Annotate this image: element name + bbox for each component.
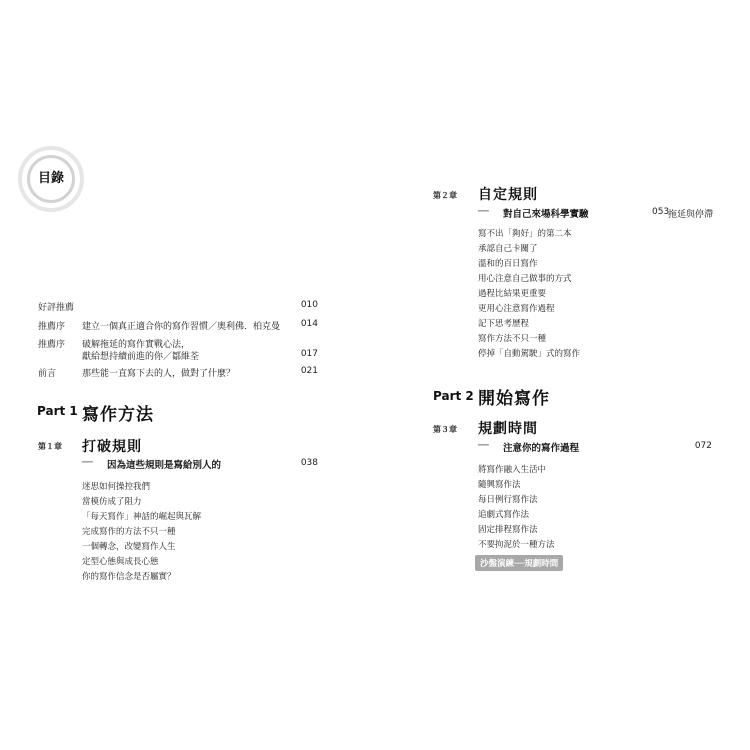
practice-section-badge: 沙盤演練──規劃時間 (475, 555, 563, 571)
chapter-3-page: 072 (694, 441, 712, 451)
chapter-1-item-7: 你的寫作信念是否屬實？ (82, 572, 176, 582)
chapter-3-subtitle: 注意你的寫作過程 (503, 443, 580, 454)
page-title: 目錄 (37, 171, 64, 186)
chapter-1-dash: ── (82, 458, 93, 468)
chapter-3-item-6: 不要拘泥於一種方法 (478, 540, 555, 550)
front-matter-page-3: 017 (300, 349, 318, 359)
front-matter-title-4: 那些能一直寫下去的人，做對了什麼？ (82, 369, 236, 379)
front-matter-label-2: 推薦序 (38, 322, 66, 332)
part-2-label: Part 2 (433, 389, 474, 403)
chapter-3-item-2: 隨興寫作法 (478, 480, 521, 490)
chapter-2-item-5: 過程比結果更重要 (478, 289, 547, 299)
chapter-1-item-1: 迷思如何操控我們 (82, 482, 151, 492)
chapter-2-subtitle: 對自己來場科學實驗 (503, 209, 589, 220)
chapter-2-item-4: 用心注意自己做事的方式 (478, 274, 572, 284)
front-matter-label-4: 前言 (38, 369, 57, 379)
chapter-2-item-6: 更用心注意寫作過程 (478, 304, 555, 314)
chapter-2-item-7: 記下思考歷程 (478, 319, 530, 329)
chapter-2-item-1: 寫不出「夠好」的第二本 (478, 229, 572, 239)
part-2-title: 開始寫作 (478, 389, 550, 409)
chapter-1-item-5: 一個轉念，改變寫作人生 (82, 542, 176, 552)
chapter-2-item-8: 寫作方法不只一種 (478, 334, 547, 344)
front-matter-title-3-line-1: 破解拖延的寫作實戰心法， (82, 340, 191, 350)
chapter-1-item-3: 「每天寫作」神話的崛起與瓦解 (82, 512, 202, 522)
part-1-title: 寫作方法 (82, 405, 154, 425)
chapter-1-title: 打破規則 (82, 439, 142, 455)
front-matter-label-1: 好評推薦 (38, 303, 75, 313)
part-1-label: Part 1 (37, 404, 78, 418)
chapter-3-title: 規劃時間 (478, 421, 538, 437)
chapter-2-title: 自定規則 (478, 187, 538, 203)
front-matter-page-4: 021 (300, 366, 318, 376)
chapter-2-item-3: 溫和的百日寫作 (478, 259, 538, 269)
chapter-2-item-9: 停掉「自動駕駛」式的寫作 (478, 349, 581, 359)
chapter-3-item-4: 追劇式寫作法 (478, 510, 530, 520)
front-matter-label-3: 推薦序 (38, 340, 66, 350)
front-matter-title-3-line-2: 獻給想持續前進的你／鄒維荃 (82, 352, 200, 362)
chapter-3-label: 第３章 (433, 425, 457, 434)
chapter-1-page: 038 (300, 458, 318, 468)
chapter-2-dash: ── (478, 207, 489, 217)
chapter-3-dash: ── (478, 441, 489, 451)
chapter-1-label: 第１章 (38, 442, 62, 451)
chapter-1-subtitle: 因為這些規則是寫給別人的 (107, 460, 222, 471)
chapter-1-item-6: 定型心態與成長心態 (82, 557, 159, 567)
front-matter-title-2: 建立一個真正適合你的寫作習慣／奧利佛．柏克曼 (82, 322, 281, 332)
chapter-2-item-2: 承認自己卡關了 (478, 244, 538, 254)
front-matter-page-2: 014 (300, 319, 318, 329)
front-matter-page-1: 010 (300, 300, 318, 310)
chapter-1-item-4: 完成寫作的方法不只一種 (82, 527, 176, 537)
chapter-2-label: 第２章 (433, 191, 457, 200)
chapter-3-item-5: 固定排程寫作法 (478, 525, 538, 535)
chapter-3-item-1: 將寫作融入生活中 (478, 465, 547, 475)
chapter-3-item-3: 每日例行寫作法 (478, 495, 538, 505)
chapter-2-page: 053 (652, 207, 670, 217)
chapter-1-item-2: 當模仿成了阻力 (82, 497, 142, 507)
chapter-2-extra: 拖延與停滯 (668, 210, 714, 220)
